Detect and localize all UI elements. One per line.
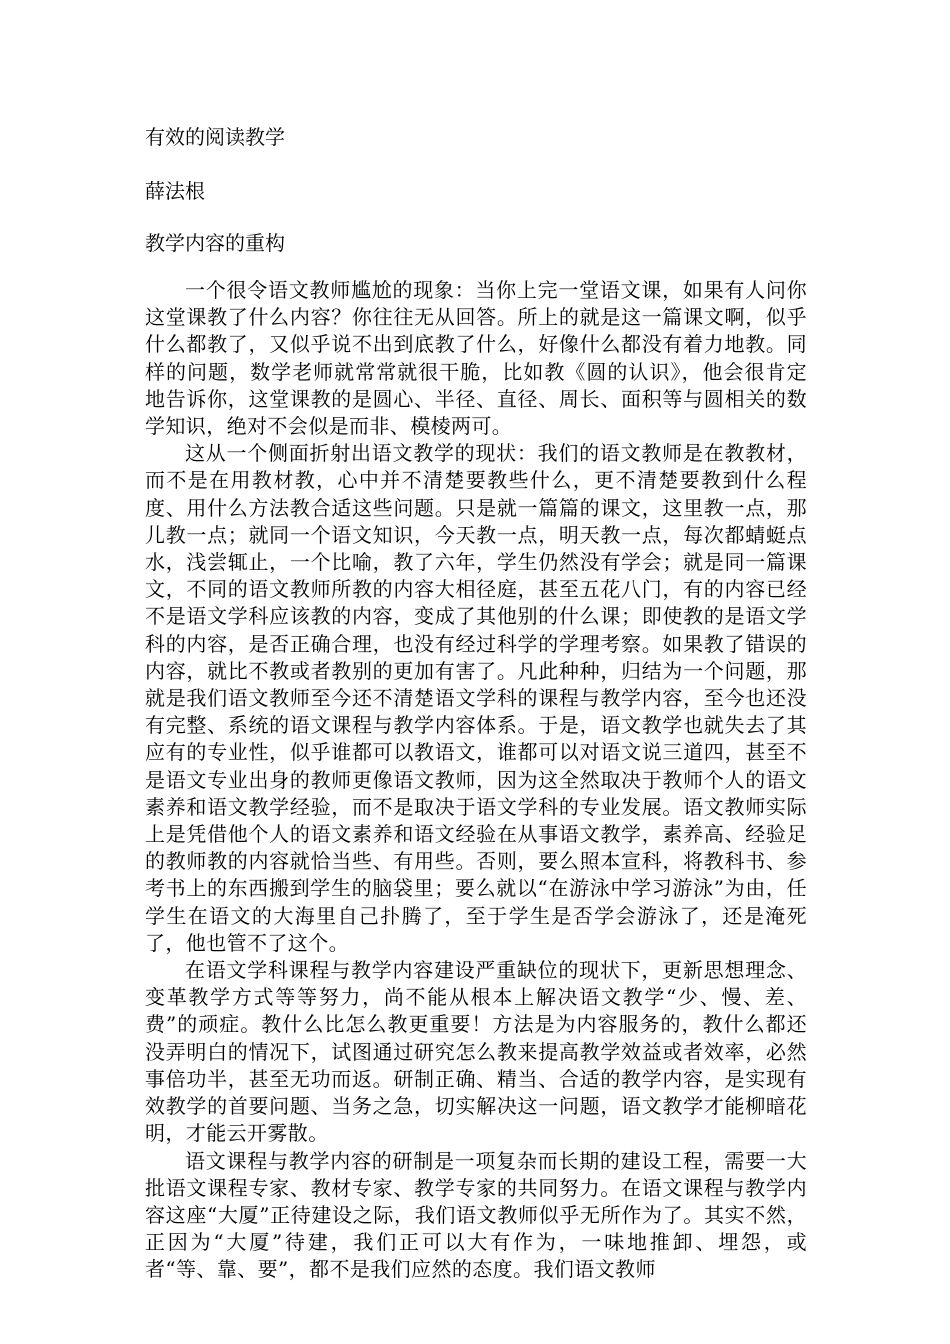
document-title: 有效的阅读教学: [145, 125, 285, 149]
body-paragraph: 这从一个侧面折射出语文教学的现状：我们的语文教师是在教教材，而不是在用教材教，心中并不清楚要教些什么，更不清楚要教到什么程度、用什么方法教合适这些问题。只是就一篇篇的课文，这里教一点，那儿教一点；就同一个语文知识，今天教一点，明天教一点，每次都蜻蜓点水，浅尝辄止，一个比喻，教了六年，学生仍然没有学会；就是同一篇课文，不同的语文教师所教的内容大相径庭，甚至五花八门，有的内容已经不是语文学科应该教的内容，变成了其他别的什么课；即使教的是语文学科的内容，是否正确合理，也没有经过科学的学理考察。如果教了错误的内容，就比不教或者教别的更加有害了。凡此种种，归结为一个问题，那就是我们语文教师至今还不清楚语文学科的课程与教学内容，至今也还没有完整、系统的语文课程与教学内容体系。于是，语文教学也就失去了其应有的专业性，似乎谁都可以教语文，谁都可以对语文说三道四，甚至不是语文专业出身的教师更像语文教师，因为这全然取决于教师个人的语文素养和语文教学经验，而不是取决于语文学科的专业发展。语文教师实际上是凭借他个人的语文素养和语文经验在从事语文教学，素养高、经验足的教师教的内容就恰当些、有用些。否则，要么照本宣科，将教科书、参考书上的东西搬到学生的脑袋里；要么就以“在游泳中学习游泳”为由，任学生在语文的大海里自己扑腾了，至于学生是否学会游泳了，还是淹死了，他也管不了这个。: [145, 441, 807, 955]
document-author: 薛法根: [145, 179, 205, 203]
section-title: 教学内容的重构: [145, 231, 285, 255]
body-paragraph: 在语文学科课程与教学内容建设严重缺位的现状下，更新思想理念、变革教学方式等等努力，尚不能从根本上解决语文教学“少、慢、差、费”的顽症。教什么比怎么教更重要！方法是为内容服务的，教什么都还没弄明白的情况下，试图通过研究怎么教来提高教学效益或者效率，必然事倍功半，甚至无功而返。研制正确、精当、合适的教学内容，是实现有效教学的首要问题、当务之急，切实解决这一问题，语文教学才能柳暗花明，才能云开雾散。: [145, 958, 807, 1146]
document-body: [145, 277, 807, 1284]
body-paragraph: 一个很令语文教师尴尬的现象：当你上完一堂语文课，如果有人问你这堂课教了什么内容？你往往无从回答。所上的就是这一篇课文啊，似乎什么都教了，又似乎说不出到底教了什么，好像什么都没有着力地教。同样的问题，数学老师就常常就很干脆，比如教《圆的认识》，他会很肯定地告诉你，这堂课教的是圆心、半径、直径、周长、面积等与圆相关的数学知识，绝对不会似是而非、模棱两可。: [145, 278, 807, 439]
body-paragraph: 语文课程与教学内容的研制是一项复杂而长期的建设工程，需要一大批语文课程专家、教材专家、教学专家的共同努力。在语文课程与教学内容这座“大厦”正待建设之际，我们语文教师似乎无所作为了。其实不然，正因为“大厦”待建，我们正可以大有作为，一味地推卸、埋怨，或者“等、靠、要”，都不是我们应然的态度。我们语文教师: [145, 1148, 807, 1282]
